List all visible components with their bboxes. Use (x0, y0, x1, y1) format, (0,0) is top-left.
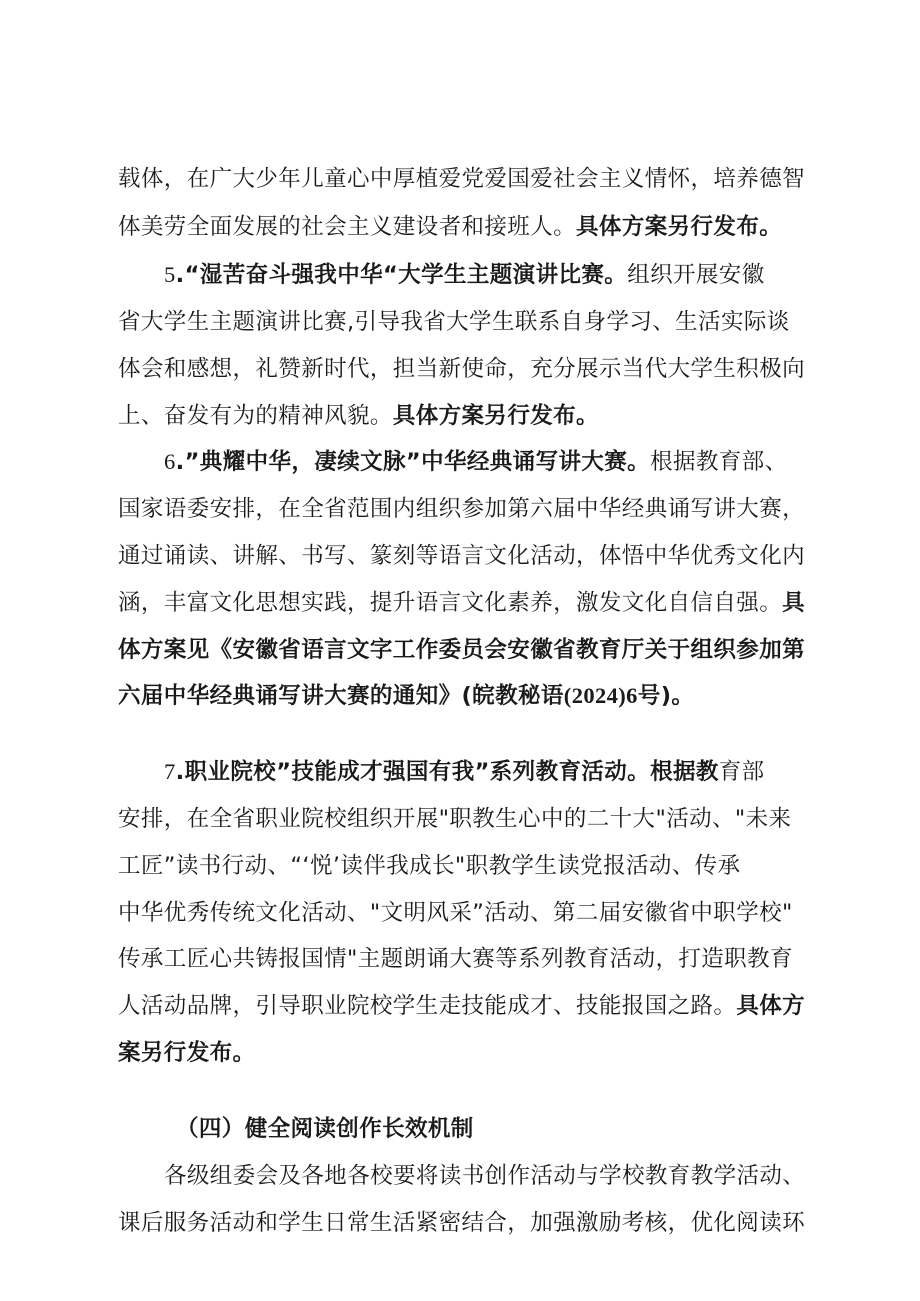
bold-text: 体方案见《安徽省语言文字工作委员会安徽省教育厅关于组织参加第 (118, 637, 806, 663)
section-title: （四）健全阅读创作长效机制 (176, 1116, 474, 1142)
bold-text: 具体方 (736, 993, 806, 1019)
paragraph-line (118, 893, 808, 933)
section-heading (176, 1109, 796, 1149)
body-text: 国家语委安排，在全省范围内组织参加第六届中华经典诵写讲大赛， (118, 496, 806, 522)
paragraph-line (118, 1203, 808, 1243)
paragraph-line (118, 159, 808, 199)
item-number: 5 (164, 262, 176, 287)
body-text: 体美劳全面发展的社会主义建设者和接班人。 (118, 214, 577, 240)
paragraph-line (118, 1033, 808, 1073)
item-title: .职业院校”技能成才强国有我”系列教育活动。根据教 (175, 759, 719, 785)
body-text: 人活动品牌，引导职业院校学生走技能成才、技能报国之路。 (118, 993, 737, 1019)
body-text: 工匠”读书行动、“‘悦’读伴我成长"职教学生读党报活动、传承 (118, 853, 741, 879)
bold-text: 具 (782, 590, 806, 616)
paragraph-line (118, 986, 808, 1026)
body-text: 通过诵读、讲解、书写、篆刻等语言文化活动，体悟中华优秀文化内 (118, 543, 806, 569)
body-text: 组织开展安徽 (627, 262, 765, 288)
paragraph-line (118, 396, 808, 436)
document-number: (2024)6 (563, 683, 638, 708)
paragraph-line (118, 630, 808, 670)
body-text: 体会和感想，礼赞新时代，担当新使命，充分展示当代大学生积极向 (118, 356, 806, 382)
paragraph-line (164, 1156, 808, 1196)
body-text: 育部 (718, 759, 765, 785)
paragraph-line (118, 349, 808, 389)
paragraph-line (118, 846, 808, 886)
bold-text: 案另行发布。 (118, 1040, 256, 1066)
item-title: .“湿苦奋斗强我中华“大学生主题演讲比赛。 (175, 262, 628, 288)
paragraph-line (118, 583, 808, 623)
bold-text: 六届中华经典诵写讲大赛的通知》(皖教秘语 (118, 683, 564, 709)
paragraph-line (118, 799, 808, 839)
body-text: 中华优秀传统文化活动、"文明风采”活动、第二届安徽省中职学校" (118, 900, 793, 926)
body-text: 传承工匠心共铸报国情"主题朗诵大赛等系列教育活动，打造职教育 (118, 946, 793, 972)
bold-text: 号)。 (637, 683, 695, 709)
paragraph-line (118, 536, 808, 576)
body-text: 省大学生主题演讲比赛,引导我省大学生联系自身学习、生活实际谈 (118, 309, 790, 335)
paragraph-line (118, 207, 808, 247)
body-text: 安排，在全省职业院校组织开展"职教生心中的二十大"活动、"未来 (118, 806, 792, 832)
body-text: 载体，在广大少年儿童心中厚植爱党爱国爱社会主义情怀，培养德智 (118, 166, 806, 192)
item-number: 6 (164, 449, 176, 474)
item-7-heading-line (164, 752, 808, 792)
item-title: .”典耀中华，凄续文脉”中华经典诵写讲大赛。 (175, 449, 651, 475)
body-text: 上、奋发有为的精神风貌。 (118, 403, 393, 429)
bold-text: 具体方案另行发布。 (576, 214, 783, 240)
paragraph-line (118, 302, 808, 342)
item-5-heading-line (164, 255, 808, 295)
item-number: 7 (164, 759, 176, 784)
paragraph-line (118, 489, 808, 529)
body-text: 各级组委会及各地各校要将读书创作活动与学校教育教学活动、 (164, 1163, 806, 1189)
body-text: 涵，丰富文化思想实践，提升语言文化素养，激发文化自信自强。 (118, 590, 783, 616)
body-text: 课后服务活动和学生日常生活紧密结合，加强激励考核，优化阅读环 (118, 1210, 806, 1236)
body-text: 根据教育部、 (650, 449, 788, 475)
paragraph-line (118, 676, 808, 716)
item-6-heading-line (164, 442, 808, 482)
bold-text: 具体方案另行发布。 (392, 403, 599, 429)
paragraph-line (118, 939, 808, 979)
